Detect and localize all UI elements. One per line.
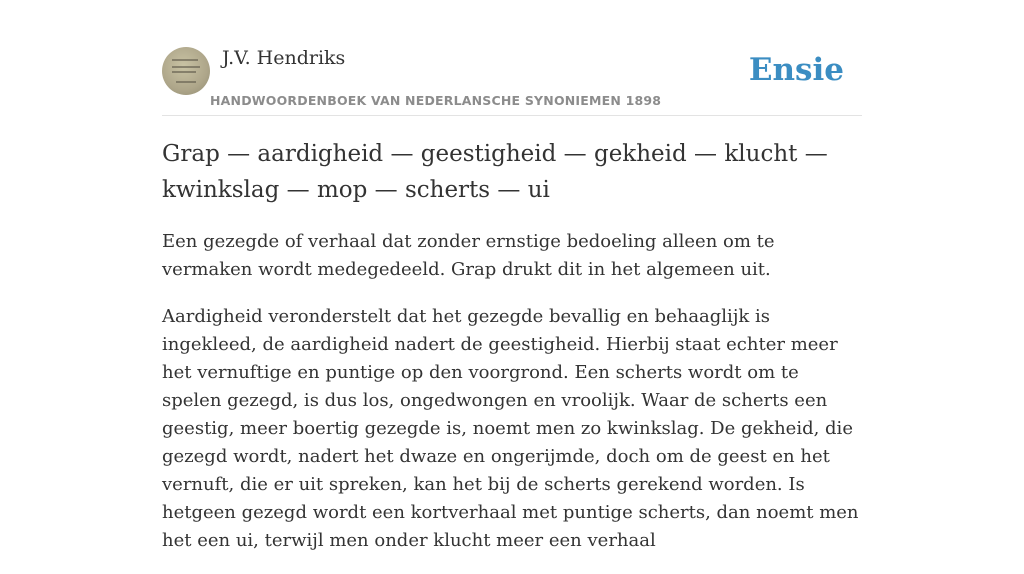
header (162, 46, 862, 116)
brand-logo[interactable]: Ensie (748, 52, 844, 88)
divider (162, 115, 862, 116)
article-body (162, 228, 862, 574)
paragraph: Aardigheid veronderstelt dat het gezegde bevallig en behaaglijk is ingekleed, de aardigheid nadert de geestigheid. Hierbij staat echter meer het vernuftige en puntige op den voorgrond. Een scherts wordt om te spelen gezegd, is dus los, ongedwongen en vroolijk. Waar de scherts een geestig, meer boertig gezegde is, noemt men zo kwinkslag. De gekheid, die gezegd wordt, nadert het dwaze en ongerijmde, doch om de geest en het vernuft, die er uit spreken, kan het bij de scherts gerekend worden. Is hetgeen gezegd wordt een kortverhaal met puntige scherts, dan noemt men het een ui, terwijl men onder klucht meer een verhaal (162, 306, 859, 551)
page-title: Grap — aardigheid — geestigheid — gekheid — klucht — kwinkslag — mop — scherts — ui (162, 141, 828, 203)
author-name[interactable]: J.V. Hendriks (222, 47, 346, 69)
source-title[interactable]: HANDWOORDENBOEK VAN NEDERLANSCHE SYNONIEMEN 1898 (210, 93, 662, 108)
paragraph: Een gezegde of verhaal dat zonder ernstige bedoeling alleen om te vermaken wordt medegedeeld. Grap drukt dit in het algemeen uit. (162, 231, 775, 280)
avatar[interactable] (162, 47, 210, 95)
